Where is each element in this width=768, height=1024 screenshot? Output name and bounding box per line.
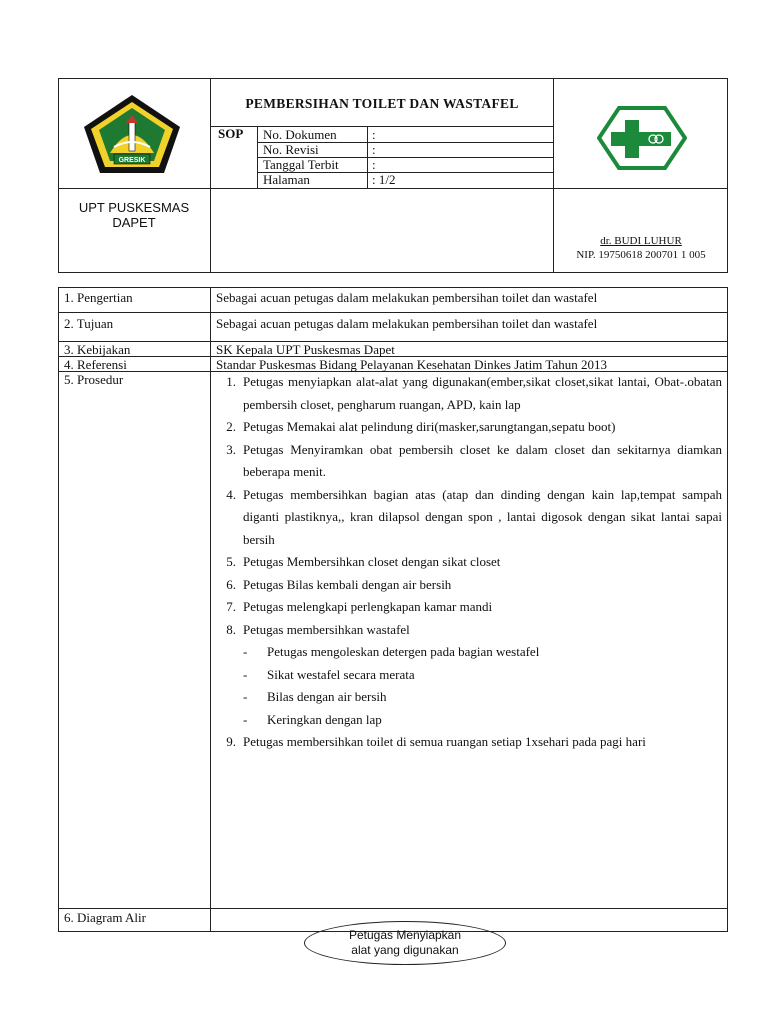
label-prosedur: 5. Prosedur xyxy=(64,372,124,387)
label-tujuan: 2. Tujuan xyxy=(64,316,114,331)
meta-value-tanggal: : xyxy=(372,157,376,172)
text-referensi: Standar Puskesmas Bidang Pelayanan Kesehatan Dinkes Jatim Tahun 2013 xyxy=(216,357,607,372)
list-item: 3. Petugas Menyiramkan obat pembersih closet ke dalam closet dan sekitarnya diamkan beberapa menit. xyxy=(226,441,722,479)
signer-nip: NIP. 19750618 200701 1 005 xyxy=(576,249,706,261)
wastafel-sublist xyxy=(243,641,722,731)
org-name-line1: UPT PUSKESMAS xyxy=(78,200,190,215)
flow-start-node xyxy=(304,921,506,965)
sublist-item: - Keringkan dengan lap xyxy=(243,711,382,727)
puskesmas-cross-logo xyxy=(597,106,687,170)
list-item: 9. Petugas membersihkan toilet di semua ruangan setiap 1xsehari pada pagi hari xyxy=(226,734,646,749)
flow-start-line1: Petugas Menyiapkan xyxy=(348,928,462,942)
org-name-line2: DAPET xyxy=(112,215,156,230)
list-item: 5. Petugas Membersihkan closet dengan sikat closet xyxy=(226,554,501,569)
meta-label-dokumen: No. Dokumen xyxy=(263,127,337,142)
list-item: 7. Petugas melengkapi perlengkapan kamar mandi xyxy=(226,599,493,614)
sop-label: SOP xyxy=(218,126,244,141)
meta-label-revisi: No. Revisi xyxy=(263,142,319,157)
label-diagram-alir: 6. Diagram Alir xyxy=(64,910,146,925)
sublist-item: - Petugas mengoleskan detergen pada bagian westafel xyxy=(243,644,540,659)
meta-value-halaman: : 1/2 xyxy=(372,172,396,187)
list-item: 2. Petugas Memakai alat pelindung diri(masker,sarungtangan,sepatu boot) xyxy=(226,419,616,434)
signer-name: dr. BUDI LUHUR xyxy=(600,235,682,247)
meta-value-dokumen: : xyxy=(372,127,376,142)
meta-value-revisi: : xyxy=(372,142,376,157)
sublist-item: - Sikat westafel secara merata xyxy=(243,666,415,682)
list-item: 8. Petugas membersihkan wastafel - Petugas mengoleskan detergen pada bagian westafel - Sikat westafel secara merata - Bilas dengan air bersih - Keringkan dengan lap xyxy=(216,619,722,732)
org-name xyxy=(58,200,210,230)
text-pengertian: Sebagai acuan petugas dalam melakukan pembersihan toilet dan wastafel xyxy=(216,290,598,305)
sublist-item: - Bilas dengan air bersih xyxy=(243,689,387,704)
label-pengertian: 1. Pengertian xyxy=(64,290,133,305)
logo-label: GRESIK xyxy=(118,157,146,164)
list-item: 4. Petugas membersihkan bagian atas (atap dan dinding dengan kain lap,tempat sampah diganti plastiknya,, kran dilapsol dengan spon , lantai digosok dengan sikat lantai sapai bersih xyxy=(226,486,722,547)
gresik-logo xyxy=(80,93,184,175)
label-kebijakan: 3. Kebijakan xyxy=(64,342,131,357)
document-title: PEMBERSIHAN TOILET DAN WASTAFEL xyxy=(245,96,519,111)
procedure-list xyxy=(216,371,722,754)
meta-label-tanggal: Tanggal Terbit xyxy=(263,157,339,172)
flow-start-line2: alat yang digunakan xyxy=(351,943,459,957)
text-kebijakan: SK Kepala UPT Puskesmas Dapet xyxy=(216,342,395,357)
list-item: 6. Petugas Bilas kembali dengan air bersih xyxy=(226,576,452,592)
list-item: 1. Petugas menyiapkan alat-alat yang digunakan(ember,sikat closet,sikat lantai, Obat-.obatan pembersih closet, pengharum ruangan, APD, kain lap xyxy=(226,374,722,412)
text-tujuan: Sebagai acuan petugas dalam melakukan pembersihan toilet dan wastafel xyxy=(216,316,598,331)
label-referensi: 4. Referensi xyxy=(64,357,127,372)
meta-label-halaman: Halaman xyxy=(263,172,310,187)
